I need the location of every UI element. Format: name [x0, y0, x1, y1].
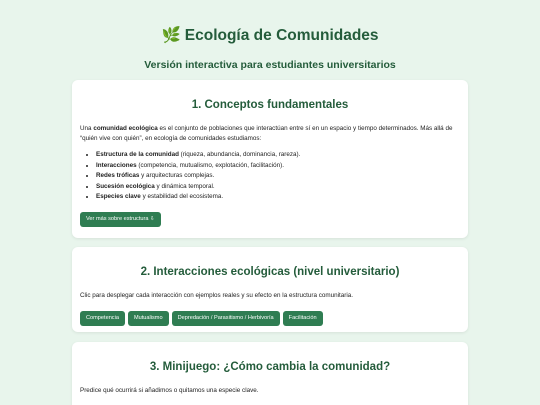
list-item-text: y dinámica temporal.	[154, 182, 215, 190]
interactions-card	[72, 247, 468, 332]
minigame-card	[72, 342, 468, 405]
interactions-buttons	[80, 311, 468, 326]
list-item-bold: Interacciones	[96, 161, 137, 169]
concepts-intro-pre: Una	[80, 125, 94, 132]
concepts-list	[96, 150, 460, 203]
more-structure-button[interactable]: Ver más sobre estructura ⇩	[80, 212, 161, 227]
facilitation-button[interactable]: Facilitación	[283, 311, 323, 326]
list-item-text: y estabilidad del ecosistema.	[140, 193, 224, 201]
page-title	[0, 26, 540, 46]
list-item-bold: Estructura de la comunidad	[96, 151, 179, 158]
list-item-bold: Redes tróficas	[96, 172, 140, 180]
concepts-intro	[80, 124, 460, 144]
list-item	[96, 192, 460, 203]
mutualism-button[interactable]: Mutualismo	[128, 311, 169, 326]
list-item	[96, 150, 460, 161]
concepts-intro-bold: comunidad ecológica	[93, 125, 158, 132]
list-item	[96, 161, 460, 172]
list-item-bold: Sucesión ecológica	[96, 182, 155, 190]
page-title-text: Ecología de Comunidades	[184, 27, 379, 44]
list-item-text: (riqueza, abundancia, dominancia, rareza).	[178, 151, 301, 158]
list-item	[96, 182, 460, 193]
list-item-text: (competencia, mutualismo, explotación, facilitación).	[136, 161, 284, 169]
list-item	[96, 171, 460, 182]
interactions-title: 2. Interacciones ecológicas (nivel universitario)	[140, 266, 400, 278]
concepts-card	[72, 80, 468, 238]
interactions-intro: Clic para desplegar cada interacción con ejemplos reales y su efecto en la estructura comunitaria.	[80, 292, 354, 299]
minigame-intro: Predice qué ocurrirá si añadimos o quitamos una especie clave.	[80, 387, 259, 394]
predation-button[interactable]: Depredación / Parasitismo / Herbivoría	[172, 311, 280, 326]
page-subtitle: Versión interactiva para estudiantes universitarios	[144, 59, 396, 71]
list-item-bold: Especies clave	[96, 193, 141, 201]
concepts-intro-post: es el conjunto de poblaciones que interactúan entre sí en un espacio y tiempo determinados. Más allá de “quién vive con quién”, en ecología de comunidades estudiamos:	[80, 125, 453, 142]
concepts-title: 1. Conceptos fundamentales	[191, 99, 349, 111]
list-item-text: y arquitecturas complejas.	[139, 172, 215, 180]
competition-button[interactable]: Competencia	[80, 311, 125, 326]
leaf-icon: 🌿	[161, 27, 181, 44]
minigame-title: 3. Minijuego: ¿Cómo cambia la comunidad?	[149, 361, 391, 373]
